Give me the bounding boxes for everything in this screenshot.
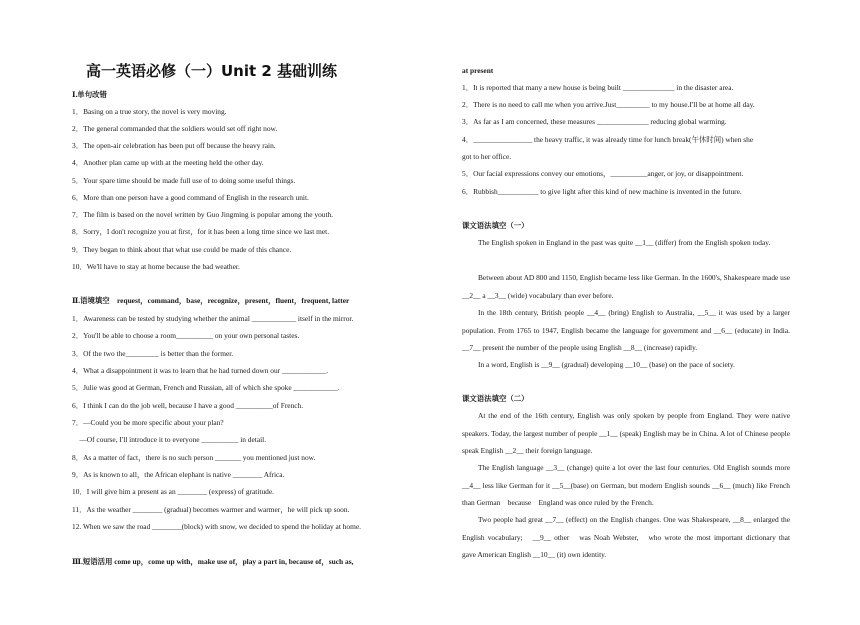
list-item: 3．As far as I am concerned, these measures ______________ reducing global warming. [462,117,727,126]
list-item: 12. When we saw the road ________(block) with snow, we decided to spend the holiday at home. [72,522,361,531]
list-item: 8．Sorry，I don't recognize you at first，for it has been a long time since we last met. [72,227,330,236]
passage-1-header: 课文语法填空（一） [462,221,529,230]
section-2-header: Ⅱ.语境填空 request，command，base，recognize，present，fluent，frequent, latter [72,296,350,305]
passage-paragraph: Two people had great __7__ (effect) on the English changes. One was Shakespeare, __8__ enlarged the English vocabulary; __9__ other was Noah Webster, who wrote the most important dictionary that gave American English __10__ (it) own identity. [462,515,798,559]
list-item: 4．________________ the heavy traffic, it was already time for lunch break(午休时间) when she [462,135,754,144]
passage-paragraph: In a word, English is __9__ (gradual) developing __10__ (base) on the pace of society. [478,360,735,369]
passage-paragraph: At the end of the 16th century, English was only spoken by people from England. They were native speakers. Today, the largest number of people __1__ (speak) English may be in China. A lot of Chinese people speak English __2__ their foreign language. [462,411,790,455]
list-item: 1．Basing on a true story, the novel is very moving. [72,107,227,116]
page-title: 高一英语必修（一）Unit 2 基础训练 [86,62,338,80]
passage-paragraph: The English language __3__ (change) quite a lot over the last four centuries. Old English sounds more __4__ less like German for it __5__(base) on German, but modern English sounds __6__ (much) like French than German because England was once ruled by the French. [462,463,790,507]
list-item: 11．As the weather ________ (gradual) becomes warmer and warmer，he will pick up soon. [72,505,350,514]
list-item: 1．Awareness can be tested by studying whether the animal ____________ itself in the mirror. [72,314,354,323]
list-item: 4．What a disappointment it was to learn that he had turned down our ____________. [72,366,329,375]
list-item: —Of course, I'll introduce it to everyone __________ in detail. [72,435,267,444]
list-item: 5．Our facial expressions convey our emotions，__________anger, or joy, or disappointment. [462,169,744,178]
list-item: 5．Julie was good at German, French and Russian, all of which she spoke ____________. [72,383,340,392]
list-item: 3．The open-air celebration has been put off because the heavy rain. [72,141,276,150]
list-item: 9．They began to think about that what use could be made of this chance. [72,245,292,254]
list-item: 3．Of the two the_________ is better than the former. [72,349,234,358]
section-3-header: Ⅲ.短语活用 come up，come up with，make use of，play a part in, because of，such as, [72,557,354,566]
list-item: 8．As a matter of fact，there is no such person _______ you mentioned just now. [72,453,316,462]
list-item: 6．I think I can do the job well, because I have a good __________of French. [72,401,304,410]
passage-paragraph: In the 18th century, British people __4__ (bring) English to Australia, __5__ it was used by a larger population. From 1765 to 1947, English became the language for government and __6__ (educate) in India. __7__ present the number of the people using English __8__ (increase) rapidly. [462,308,790,352]
passage-paragraph: The English spoken in England in the past was quite __1__ (differ) from the English spoken today. [478,238,771,247]
list-item: 1．It is reported that many a new house is being built ______________ in the disaster area. [462,83,734,92]
list-item: 2．The general commanded that the soldiers would set off right now. [72,124,278,133]
section-3-header-cont: at present [462,66,494,75]
list-item: got to her office. [462,152,512,161]
list-item: 9．As is known to all，the African elephant is native ________ Africa. [72,470,285,479]
list-item: 10．I will give him a present as an ________ (express) of gratitude. [72,487,274,496]
list-item: 7．—Could you be more specific about your plan? [72,418,224,427]
list-item: 2．There is no need to call me when you arrive.Just_________ to my house.I'll be at home all day. [462,100,755,109]
list-item: 6．More than one person have a good command of English in the research unit. [72,193,309,202]
list-item: 10．We'll have to stay at home because the bad weather. [72,262,240,271]
passage-paragraph: Between about AD 800 and 1150, English became less like German. In the 1600's, Shakespeare made use __2__ a __3__ (wide) vocabulary than ever before. [462,273,790,300]
list-item: 7．The film is based on the novel written by Guo Jingming is popular among the youth. [72,210,334,219]
list-item: 4．Another plan came up with at the meeting held the other day. [72,158,264,167]
passage-2-header: 课文语法填空（二） [462,394,529,403]
section-1-header: Ⅰ.单句改错 [72,90,107,99]
list-item: 2．You'll be able to choose a room__________ on your own personal tastes. [72,331,300,340]
list-item: 6．Rubbish___________ to give light after this kind of new machine is invented in the future. [462,187,742,196]
list-item: 5．Your spare time should be made full use of to doing some useful things. [72,176,296,185]
